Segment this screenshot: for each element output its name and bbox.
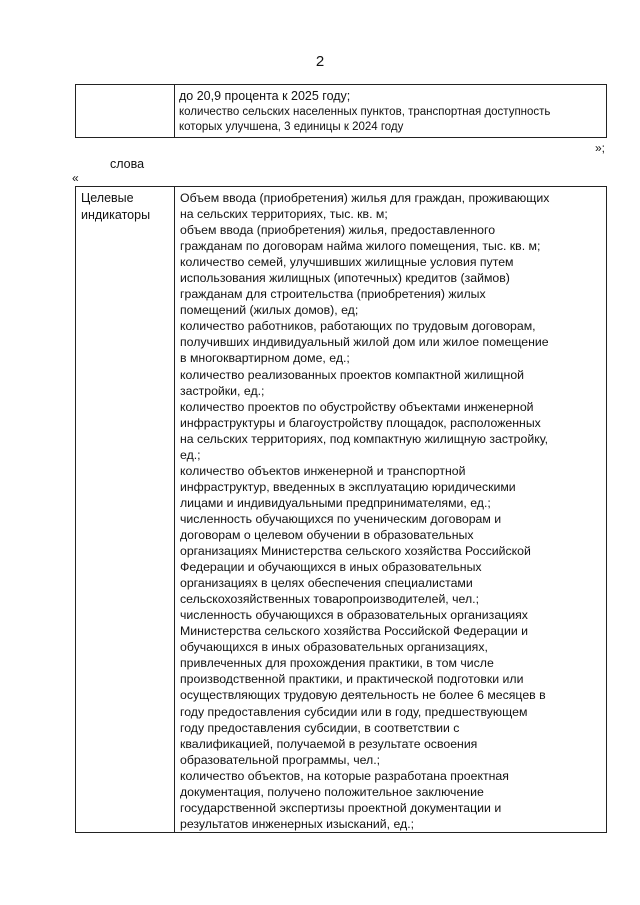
indicator-line: количество работников, работающих по трудовым договорам, — [180, 319, 536, 334]
indicator-line: застройки, ед.; — [180, 383, 265, 398]
indicator-line: использования жилищных (ипотечных) кредитов (займов) — [180, 271, 510, 286]
indicator-line: сельскохозяйственных товаропроизводителей, чел.; — [180, 592, 479, 607]
indicator-line: году предоставления субсидии или в году, предшествующем — [180, 704, 528, 719]
indicator-line: гражданам по договорам найма жилого помещения, тыс. кв. м; — [180, 239, 541, 254]
indicator-line: производственной практики, и практической подготовки или — [180, 672, 524, 687]
indicator-line: гражданам для строительства (приобретения) жилых — [180, 287, 486, 302]
text-line: количество сельских населенных пунктов, транспортная доступность — [179, 106, 551, 118]
indicator-line: Министерства сельского хозяйства Российской Федерации и — [180, 624, 528, 639]
indicator-line: количество объектов, на которые разработана проектная — [180, 768, 509, 783]
indicator-line: количество проектов по обустройству объектами инженерной — [180, 399, 534, 414]
indicator-line: организациях Министерства сельского хозяйства Российской — [180, 544, 531, 559]
indicator-line: результатов инженерных изысканий, ед.; — [180, 816, 415, 831]
page-number: 2 — [315, 53, 325, 70]
indicator-line: квалификацией, получаемой в результате освоения — [180, 736, 478, 751]
text-line: которых улучшена, 3 единицы к 2024 году — [179, 121, 404, 133]
indicator-line: обучающихся в иных образовательных организациях, — [180, 640, 488, 655]
opening-quote: « — [72, 171, 79, 185]
indicator-line: государственной экспертизы проектной документации и — [180, 800, 502, 815]
table-content-cell — [175, 85, 606, 137]
label-line: Целевые — [81, 191, 134, 205]
closing-quote: »; — [595, 141, 606, 155]
indicator-line: помещений (жилых домов), ед; — [180, 303, 359, 318]
indicator-line: получивших индивидуальный жилой дом или жилое помещение — [180, 335, 549, 350]
indicator-line: лицами и индивидуальными предпринимателями, ед.; — [180, 495, 491, 510]
connector-word: слова — [110, 157, 145, 171]
indicator-line: осуществляющих трудовую деятельность не более 6 месяцев в — [180, 688, 546, 703]
indicator-line: инфраструктур, введенных в эксплуатацию юридическими — [180, 479, 516, 494]
indicator-line: договорам о целевом обучении в образовательных — [180, 527, 474, 542]
indicator-line: численность обучающихся в образовательных организациях — [180, 608, 528, 623]
indicator-line: количество объектов инженерной и транспортной — [180, 463, 466, 478]
indicator-line: на сельских территориях, под компактную жилищную застройку, — [180, 431, 549, 446]
indicators-content-cell — [175, 187, 606, 832]
indicator-line: численность обучающихся по ученическим договорам и — [180, 511, 502, 526]
indicator-line: документация, получено положительное заключение — [180, 784, 484, 799]
table-label-cell — [76, 187, 175, 832]
indicator-line: инфраструктуры и благоустройству площадок, расположенных — [180, 415, 541, 430]
indicator-line: объем ввода (приобретения) жилья, предоставленного — [180, 223, 496, 238]
indicator-line: году предоставления субсидии, в соответствии с — [180, 720, 460, 735]
indicator-line: привлеченных для прохождения практики, в том числе — [180, 656, 494, 671]
table-label-cell — [76, 85, 175, 137]
indicator-line: организациях в целях обеспечения специалистами — [180, 576, 473, 591]
indicator-line: Федерации и обучающихся в иных образовательных — [180, 560, 482, 575]
indicator-line: ед.; — [180, 447, 201, 462]
indicator-line: Объем ввода (приобретения) жилья для граждан, проживающих — [180, 191, 550, 205]
indicator-line: количество реализованных проектов компактной жилищной — [180, 367, 525, 382]
previous-table-fragment — [75, 84, 607, 138]
text-line: до 20,9 процента к 2025 году; — [179, 89, 351, 103]
label-line: индикаторы — [81, 207, 151, 222]
indicator-line: образовательной программы, чел.; — [180, 752, 381, 767]
target-indicators-table — [75, 186, 607, 833]
indicator-line: на сельских территориях, тыс. кв. м; — [180, 207, 388, 222]
indicator-line: в многоквартирном доме, ед.; — [180, 351, 350, 366]
indicator-line: количество семей, улучшивших жилищные условия путем — [180, 255, 514, 270]
